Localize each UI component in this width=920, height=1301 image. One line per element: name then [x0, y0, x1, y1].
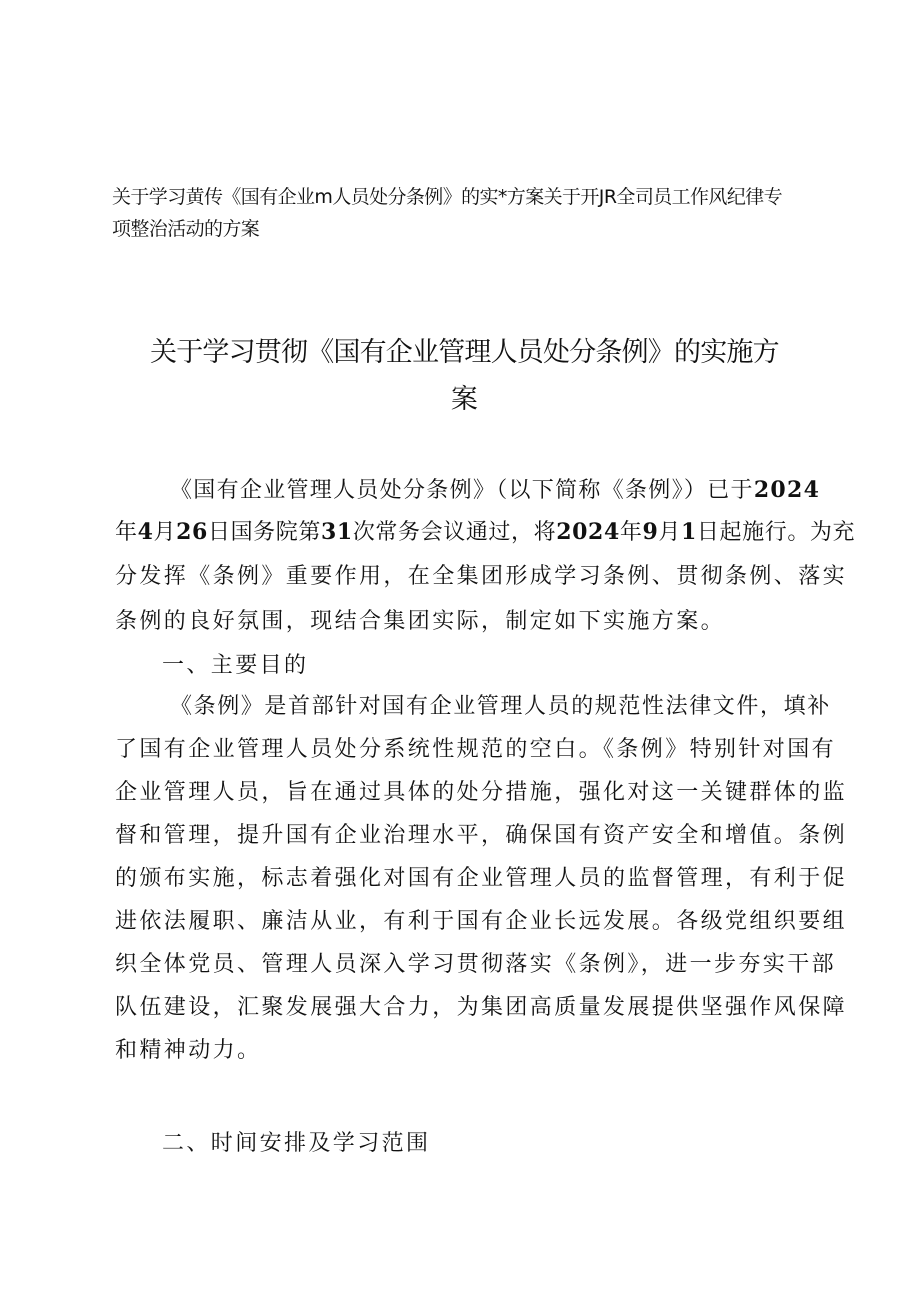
intro-number: 2024: [556, 519, 620, 545]
section-1-line: 和精神动力。: [115, 1038, 262, 1063]
intro-text: 次常务会议通过，将: [352, 520, 557, 545]
intro-text: 日国务院第: [207, 520, 321, 545]
section-1-heading: 一、主要目的: [162, 653, 309, 678]
intro-text: 月: [658, 520, 681, 545]
intro-number: 26: [176, 519, 208, 545]
intro-number: 9: [642, 519, 659, 545]
intro-year: 2024: [753, 477, 821, 503]
intro-paragraph-line-1: [170, 470, 820, 511]
document-title-line-2: 案: [450, 384, 478, 415]
intro-number: 1: [681, 519, 697, 545]
intro-text: 日起施行。为充: [696, 520, 856, 545]
intro-text: 《国有企业管理人员处分条例》（以下简称《条例》）已于: [170, 478, 754, 503]
intro-number: 31: [320, 519, 353, 545]
intro-paragraph-line-2: [115, 512, 855, 553]
intro-paragraph-line-3: 分发挥《条例》重要作用，在全集团形成学习条例、贯彻条例、落实: [115, 564, 848, 589]
section-1-line: 队伍建设，汇聚发展强大合力，为集团高质量发展提供坚强作风保障: [115, 995, 848, 1020]
section-1-line: 进依法履职、廉洁从业，有利于国有企业长远发展。各级党组织要组: [115, 909, 848, 934]
section-1-line: 的颁布实施，标志着强化对国有企业管理人员的监督管理，有利于促: [115, 866, 848, 891]
document-title-line-1: 关于学习贯彻《国有企业管理人员处分条例》的实施方: [150, 337, 779, 368]
intro-text: 月: [153, 520, 177, 545]
section-2-heading: 二、时间安排及学习范围: [162, 1131, 431, 1156]
document-header-line-1: 关于学习黄传《国有企业m人员处分条例》的实*方案关于开JR全司员工作风纪律专: [112, 186, 783, 208]
section-1-line: 织全体党员、管理人员深入学习贯彻落实《条例》，进一步夯实干部: [115, 952, 837, 977]
section-1-line: 企业管理人员，旨在通过具体的处分措施，强化对这一关键群体的监: [115, 780, 848, 805]
section-1-line: 督和管理，提升国有企业治理水平，确保国有资产安全和增值。条例: [115, 823, 848, 848]
intro-text: 年: [115, 520, 138, 545]
section-1-line: 了国有企业管理人员处分系统性规范的空白。《条例》特别针对国有: [115, 737, 837, 762]
intro-text: 年: [619, 520, 643, 545]
document-header-line-2: 项整治活动的方案: [112, 218, 260, 240]
section-1-line: 《条例》是首部针对国有企业管理人员的规范性法律文件，填补: [170, 694, 831, 719]
intro-number: 4: [137, 519, 154, 545]
intro-paragraph-line-4: 条例的良好氛围，现结合集团实际，制定如下实施方案。: [115, 609, 726, 634]
